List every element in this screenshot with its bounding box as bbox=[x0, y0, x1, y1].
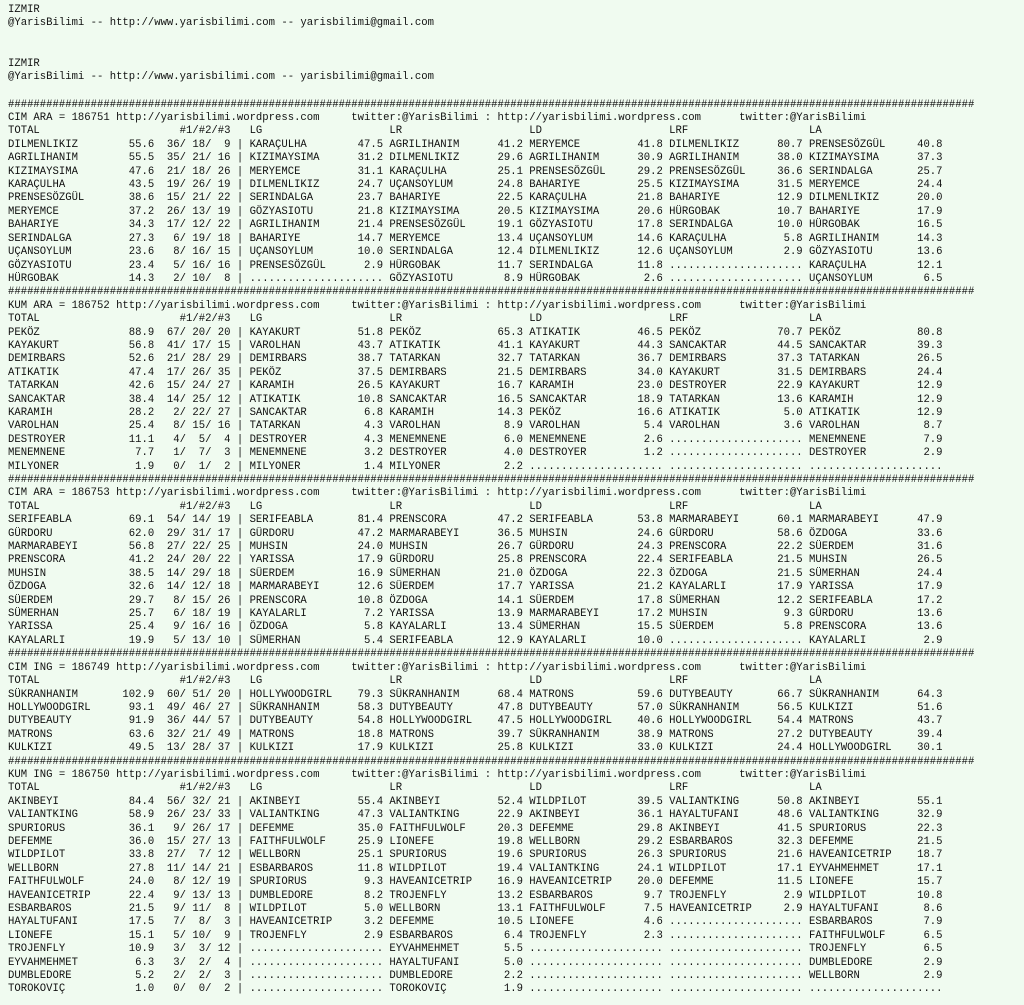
table-row: ATIKATIK 47.4 17/ 26/ 35 | PEKÖZ 37.5 DEMIRBARS 21.5 DEMIRBARS 34.0 KAYAKURT 31.5 DEMIRBARS 24.4 bbox=[8, 366, 943, 379]
separator-line: ######################################################################################################################################################## bbox=[8, 98, 975, 111]
column-header: TOTAL #1/#2/#3 LG LR LD LRF LA bbox=[8, 675, 822, 688]
table-row: UÇANSOYLUM 23.6 8/ 16/ 15 | UÇANSOYLUM 10.0 SERINDALGA 12.4 DILMENLIKIZ 12.6 UÇANSOYLUM 2.9 GÖZYASIOTU 13.6 bbox=[8, 246, 943, 259]
table-row: DILMENLIKIZ 55.6 36/ 18/ 9 | KARAÇULHA 47.5 AGRILIHANIM 41.2 MERYEMCE 41.8 DILMENLIKIZ 80.7 PRENSESÖZGÜL 40.8 bbox=[8, 138, 943, 151]
table-row: TATARKAN 42.6 15/ 24/ 27 | KARAMIH 26.5 KAYAKURT 16.7 KARAMIH 23.0 DESTROYER 22.9 KAYAKURT 12.9 bbox=[8, 380, 943, 393]
table-row: HAVEANICETRIP 22.4 9/ 13/ 13 | DUMBLEDORE 8.2 TROJENFLY 13.2 ESBARBAROS 9.7 TROJENFLY 2.9 WILDPILOT 10.8 bbox=[8, 889, 943, 902]
race-section bbox=[8, 474, 1024, 648]
race-section bbox=[8, 99, 1024, 287]
table-row: WILDPILOT 33.8 27/ 7/ 12 | WELLBORN 25.1 SPURIORUS 19.6 SPURIORUS 26.3 SPURIORUS 21.6 HAVEANICETRIP 18.7 bbox=[8, 849, 943, 862]
table-row: AKINBEYI 84.4 56/ 32/ 21 | AKINBEYI 55.4 AKINBEYI 52.4 WILDPILOT 39.5 VALIANTKING 50.8 AKINBEYI 55.1 bbox=[8, 795, 943, 808]
table-row: EYVAHMEHMET 6.3 3/ 2/ 4 | ..................... HAYALTUFANI 5.0 ..................... ..................... DUMBLEDORE 2.9 bbox=[8, 956, 943, 969]
separator-line: ######################################################################################################################################################## bbox=[8, 474, 975, 486]
column-header: TOTAL #1/#2/#3 LG LR LD LRF LA bbox=[8, 125, 822, 138]
race-title: CIM ING = 186749 http://yarisbilimi.wordpress.com twitter:@YarisBilimi : http://yarisbilimi.wordpress.com twitter:@YarisBilimi bbox=[8, 661, 867, 674]
race-section bbox=[8, 756, 1024, 997]
race-title: CIM ARA = 186751 http://yarisbilimi.wordpress.com twitter:@YarisBilimi : http://yarisbilimi.wordpress.com twitter:@YarisBilimi bbox=[8, 112, 867, 125]
separator-line: ######################################################################################################################################################## bbox=[8, 286, 975, 299]
table-row: SERIFEABLA 69.1 54/ 14/ 19 | SERIFEABLA 81.4 PRENSCORA 47.2 SERIFEABLA 53.8 MARMARABEYI 60.1 MARMARABEYI 47.9 bbox=[8, 514, 943, 527]
table-row: KAYALARLI 19.9 5/ 13/ 10 | SÜMERHAN 5.4 SERIFEABLA 12.9 KAYALARLI 10.0 ..................... KAYALARLI 2.9 bbox=[8, 634, 943, 647]
separator-line: ######################################################################################################################################################## bbox=[8, 648, 975, 661]
race-title: KUM ARA = 186752 http://yarisbilimi.wordpress.com twitter:@YarisBilimi : http://yarisbilimi.wordpress.com twitter:@YarisBilimi bbox=[8, 299, 867, 312]
table-row: TROJENFLY 10.9 3/ 3/ 12 | ..................... EYVAHMEHMET 5.5 ..................... ..................... TROJENFLY 6.5 bbox=[8, 943, 943, 956]
table-row: KARAMIH 28.2 2/ 22/ 27 | SANCAKTAR 6.8 KARAMIH 14.3 PEKÖZ 16.6 ATIKATIK 5.0 ATIKATIK 12.9 bbox=[8, 406, 943, 419]
table-row: MILYONER 1.9 0/ 1/ 2 | MILYONER 1.4 MILYONER 2.2 ..................... ..................... ..................... bbox=[8, 460, 943, 473]
table-row: SERINDALGA 27.3 6/ 19/ 18 | BAHARIYE 14.7 MERYEMCE 13.4 UÇANSOYLUM 14.6 KARAÇULHA 5.8 AGRILIHANIM 14.3 bbox=[8, 232, 943, 245]
table-row: KARAÇULHA 43.5 19/ 26/ 19 | DILMENLIKIZ 24.7 UÇANSOYLUM 24.8 BAHARIYE 25.5 KIZIMAYSIMA 31.5 MERYEMCE 24.4 bbox=[8, 179, 943, 192]
table-row: DUTYBEAUTY 91.9 36/ 44/ 57 | DUTYBEAUTY 54.8 HOLLYWOODGIRL 47.5 HOLLYWOODGIRL 40.6 HOLLYWOODGIRL 54.4 MATRONS 43.7 bbox=[8, 715, 943, 728]
table-row: DEMIRBARS 52.6 21/ 28/ 29 | DEMIRBARS 38.7 TATARKAN 32.7 TATARKAN 36.7 DEMIRBARS 37.3 TATARKAN 26.5 bbox=[8, 353, 943, 366]
table-row: GÜRDORU 62.0 29/ 31/ 17 | GÜRDORU 47.2 MARMARABEYI 36.5 MUHSIN 24.6 GÜRDORU 58.6 ÖZDOGA 33.6 bbox=[8, 527, 943, 540]
race-tables bbox=[8, 99, 1024, 997]
table-row: FAITHFULWOLF 24.0 8/ 12/ 19 | SPURIORUS 9.3 HAVEANICETRIP 16.9 HAVEANICETRIP 20.0 DEFEMME 11.5 LIONEFE 15.7 bbox=[8, 876, 943, 889]
table-row: SANCAKTAR 38.4 14/ 25/ 12 | ATIKATIK 10.8 SANCAKTAR 16.5 SANCAKTAR 18.9 TATARKAN 13.6 KARAMIH 12.9 bbox=[8, 393, 943, 406]
table-row: MERYEMCE 37.2 26/ 13/ 19 | GÖZYASIOTU 21.8 KIZIMAYSIMA 20.5 KIZIMAYSIMA 20.6 HÜRGOBAK 10.7 BAHARIYE 17.9 bbox=[8, 205, 943, 218]
table-row: GÖZYASIOTU 23.4 5/ 16/ 16 | PRENSESÖZGÜL 2.9 HÜRGOBAK 11.7 SERINDALGA 11.8 ..................... KARAÇULHA 12.1 bbox=[8, 259, 943, 272]
table-row: PRENSESÖZGÜL 38.6 15/ 21/ 22 | SERINDALGA 23.7 BAHARIYE 22.5 KARAÇULHA 21.8 BAHARIYE 12.9 DILMENLIKIZ 20.0 bbox=[8, 192, 943, 205]
column-header: TOTAL #1/#2/#3 LG LR LD LRF LA bbox=[8, 782, 822, 795]
table-row: KULKIZI 49.5 13/ 28/ 37 | KULKIZI 17.9 KULKIZI 25.8 KULKIZI 33.0 KULKIZI 24.4 HOLLYWOODGIRL 30.1 bbox=[8, 742, 943, 755]
race-section bbox=[8, 648, 1024, 755]
table-row: DEFEMME 36.0 15/ 27/ 13 | FAITHFULWOLF 25.9 LIONEFE 19.8 WELLBORN 29.2 ESBARBAROS 32.3 DEFEMME 21.5 bbox=[8, 835, 943, 848]
race-title: CIM ARA = 186753 http://yarisbilimi.wordpress.com twitter:@YarisBilimi : http://yarisbilimi.wordpress.com twitter:@YarisBilimi bbox=[8, 487, 867, 500]
table-row: HÜRGOBAK 14.3 2/ 10/ 8 | ..................... GÖZYASIOTU 8.9 HÜRGOBAK 2.6 ..................... UÇANSOYLUM 6.5 bbox=[8, 272, 943, 285]
header-block-1 bbox=[8, 4, 1024, 31]
table-row: HOLLYWOODGIRL 93.1 49/ 46/ 27 | SÜKRANHANIM 58.3 DUTYBEAUTY 47.8 DUTYBEAUTY 57.0 SÜKRANHANIM 56.5 KULKIZI 51.6 bbox=[8, 701, 943, 714]
separator-line: ######################################################################################################################################################## bbox=[8, 755, 975, 768]
credit-line: @YarisBilimi -- http://www.yarisbilimi.com -- yarisbilimi@gmail.com bbox=[8, 71, 434, 84]
table-row: LIONEFE 15.1 5/ 10/ 9 | TROJENFLY 2.9 ESBARBAROS 6.4 TROJENFLY 2.3 ..................... FAITHFULWOLF 6.5 bbox=[8, 929, 943, 942]
table-row: AGRILIHANIM 55.5 35/ 21/ 16 | KIZIMAYSIMA 31.2 DILMENLIKIZ 29.6 AGRILIHANIM 30.9 AGRILIHANIM 38.0 KIZIMAYSIMA 37.3 bbox=[8, 152, 943, 165]
table-row: DESTROYER 11.1 4/ 5/ 4 | DESTROYER 4.3 MENEMNENE 6.0 MENEMNENE 2.6 ..................... MENEMNENE 7.9 bbox=[8, 433, 943, 446]
table-row: VALIANTKING 58.9 26/ 23/ 33 | VALIANTKING 47.3 VALIANTKING 22.9 AKINBEYI 36.1 HAYALTUFANI 48.6 VALIANTKING 32.9 bbox=[8, 809, 943, 822]
table-row: SPURIORUS 36.1 9/ 26/ 17 | DEFEMME 35.0 FAITHFULWOLF 20.3 DEFEMME 29.8 AKINBEYI 41.5 SPURIORUS 22.3 bbox=[8, 822, 943, 835]
table-row: PRENSCORA 41.2 24/ 20/ 22 | YARISSA 17.9 GÜRDORU 25.8 PRENSCORA 22.4 SERIFEABLA 21.5 MUHSIN 26.5 bbox=[8, 554, 943, 567]
race-title: KUM ING = 186750 http://yarisbilimi.wordpress.com twitter:@YarisBilimi : http://yarisbilimi.wordpress.com twitter:@YarisBilimi bbox=[8, 768, 867, 781]
table-row: YARISSA 25.4 9/ 16/ 16 | ÖZDOGA 5.8 KAYALARLI 13.4 SÜMERHAN 15.5 SÜERDEM 5.8 PRENSCORA 13.6 bbox=[8, 621, 943, 634]
race-section bbox=[8, 286, 1024, 474]
table-row: MUHSIN 38.5 14/ 29/ 18 | SÜERDEM 16.9 SÜMERHAN 21.0 ÖZDOGA 22.3 ÖZDOGA 21.5 SÜMERHAN 24.4 bbox=[8, 567, 943, 580]
table-row: MARMARABEYI 56.8 27/ 22/ 25 | MUHSIN 24.0 MUHSIN 26.7 GÜRDORU 24.3 PRENSCORA 22.2 SÜERDEM 31.6 bbox=[8, 541, 943, 554]
header-block-2 bbox=[8, 58, 1024, 85]
table-row: MENEMNENE 7.7 1/ 7/ 3 | MENEMNENE 3.2 DESTROYER 4.0 DESTROYER 1.2 ..................... DESTROYER 2.9 bbox=[8, 447, 943, 460]
table-row: DUMBLEDORE 5.2 2/ 2/ 3 | ..................... DUMBLEDORE 2.2 ..................... ..................... WELLBORN 2.9 bbox=[8, 970, 943, 983]
city-title: IZMIR bbox=[8, 57, 40, 70]
table-row: WELLBORN 27.8 11/ 14/ 21 | ESBARBAROS 11.8 WILDPILOT 19.4 VALIANTKING 24.1 WILDPILOT 17.1 EYVAHMEHMET 17.1 bbox=[8, 862, 943, 875]
table-row: KIZIMAYSIMA 47.6 21/ 18/ 26 | MERYEMCE 31.1 KARAÇULHA 25.1 PRENSESÖZGÜL 29.2 PRENSESÖZGÜL 36.6 SERINDALGA 25.7 bbox=[8, 165, 943, 178]
table-row: MATRONS 63.6 32/ 21/ 49 | MATRONS 18.8 MATRONS 39.7 SÜKRANHANIM 38.9 MATRONS 27.2 DUTYBEAUTY 39.4 bbox=[8, 728, 943, 741]
table-row: HAYALTUFANI 17.5 7/ 8/ 3 | HAVEANICETRIP 3.2 DEFEMME 10.5 LIONEFE 4.6 ..................... ESBARBAROS 7.9 bbox=[8, 916, 943, 929]
column-header: TOTAL #1/#2/#3 LG LR LD LRF LA bbox=[8, 500, 822, 513]
table-row: TOROKOVIÇ 1.0 0/ 0/ 2 | ..................... TOROKOVIÇ 1.9 ..................... ..................... ..................... bbox=[8, 983, 943, 996]
table-row: BAHARIYE 34.3 17/ 12/ 22 | AGRILIHANIM 21.4 PRENSESÖZGÜL 19.1 GÖZYASIOTU 17.8 SERINDALGA 10.0 HÜRGOBAK 16.5 bbox=[8, 219, 943, 232]
table-row: SÜMERHAN 25.7 6/ 18/ 19 | KAYALARLI 7.2 YARISSA 13.9 MARMARABEYI 17.2 MUHSIN 9.3 GÜRDORU 13.6 bbox=[8, 608, 943, 621]
table-row: PEKÖZ 88.9 67/ 20/ 20 | KAYAKURT 51.8 PEKÖZ 65.3 ATIKATIK 46.5 PEKÖZ 70.7 PEKÖZ 80.8 bbox=[8, 326, 943, 339]
credit-line: @YarisBilimi -- http://www.yarisbilimi.com -- yarisbilimi@gmail.com bbox=[8, 17, 434, 30]
table-row: ESBARBAROS 21.5 9/ 11/ 8 | WILDPILOT 5.0 WELLBORN 13.1 FAITHFULWOLF 7.5 HAVEANICETRIP 2.9 HAYALTUFANI 8.6 bbox=[8, 903, 943, 915]
table-row: SÜERDEM 29.7 8/ 15/ 26 | PRENSCORA 10.8 ÖZDOGA 14.1 SÜERDEM 17.8 SÜMERHAN 12.2 SERIFEABLA 17.2 bbox=[8, 594, 943, 607]
table-row: ÖZDOGA 32.6 14/ 12/ 18 | MARMARABEYI 12.6 SÜERDEM 17.7 YARISSA 21.2 KAYALARLI 17.9 YARISSA 17.9 bbox=[8, 581, 943, 594]
table-row: VAROLHAN 25.4 8/ 15/ 16 | TATARKAN 4.3 VAROLHAN 8.9 VAROLHAN 5.4 VAROLHAN 3.6 VAROLHAN 8.7 bbox=[8, 420, 943, 433]
city-title: IZMIR bbox=[8, 4, 40, 16]
table-row: SÜKRANHANIM 102.9 60/ 51/ 20 | HOLLYWOODGIRL 79.3 SÜKRANHANIM 68.4 MATRONS 59.6 DUTYBEAUTY 66.7 SÜKRANHANIM 64.3 bbox=[8, 688, 943, 701]
table-row: KAYAKURT 56.8 41/ 17/ 15 | VAROLHAN 43.7 ATIKATIK 41.1 KAYAKURT 44.3 SANCAKTAR 44.5 SANCAKTAR 39.3 bbox=[8, 339, 943, 352]
column-header: TOTAL #1/#2/#3 LG LR LD LRF LA bbox=[8, 313, 822, 326]
